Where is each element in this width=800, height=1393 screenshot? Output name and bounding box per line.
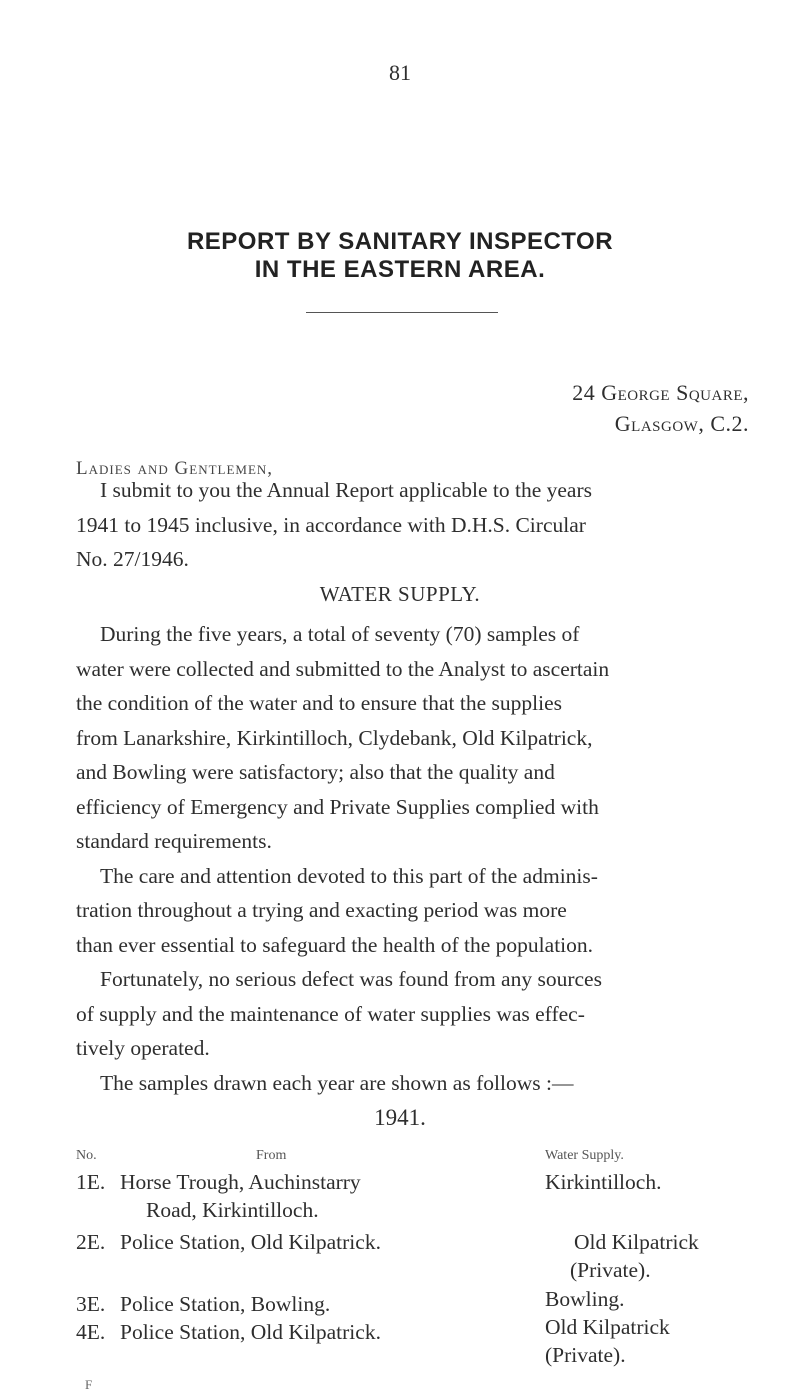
intro-line: No. 27/1946. — [76, 547, 189, 571]
intro-line: I submit to you the Annual Report applicable to the years — [100, 478, 593, 502]
report-title-line-2: IN THE EASTERN AREA. — [254, 256, 546, 283]
row-3-supply: Bowling. — [545, 1287, 625, 1311]
body-line: tration throughout a trying and exacting period was more — [76, 898, 567, 922]
report-title-line-1: REPORT BY SANITARY INSPECTOR — [186, 228, 614, 255]
address-line-2: Glasgow, C.2. — [614, 411, 749, 436]
body-line: During the five years, a total of seventy (70) samples of — [100, 622, 580, 646]
row-2-no: 2E. — [76, 1230, 106, 1254]
body-line: Fortunately, no serious defect was found from any sources — [100, 967, 602, 991]
body-line: efficiency of Emergency and Private Supplies complied with — [76, 794, 599, 819]
row-4-from: Police Station, Old Kilpatrick. — [120, 1320, 381, 1344]
year-heading: 1941. — [374, 1105, 426, 1130]
body-line: from Lanarkshire, Kirkintilloch, Clydebank, Old Kilpatrick, — [76, 725, 593, 750]
body-line: than ever essential to safeguard the health of the population. — [76, 932, 594, 957]
column-header-supply: Water Supply. — [545, 1148, 624, 1163]
row-4-no: 4E. — [76, 1320, 106, 1344]
body-line: and Bowling were satisfactory; also that the quality and — [76, 760, 555, 784]
row-2-from: Police Station, Old Kilpatrick. — [120, 1230, 381, 1254]
section-heading: WATER SUPPLY. — [319, 582, 481, 606]
row-1-no: 1E. — [76, 1170, 106, 1194]
row-3-no: 3E. — [76, 1292, 106, 1316]
intro-paragraph — [76, 473, 750, 577]
intro-line: 1941 to 1945 inclusive, in accordance with D.H.S. Circular — [76, 512, 586, 537]
row-1-from: Horse Trough, Auchinstarry Road, Kirkintilloch. — [120, 1170, 361, 1222]
body-line: water were collected and submitted to the Analyst to ascertain — [76, 656, 610, 681]
body-text — [76, 617, 750, 1100]
page-number: 81 — [389, 60, 411, 85]
column-header-no: No. — [76, 1148, 97, 1163]
body-line: The samples drawn each year are shown as follows :— — [100, 1070, 574, 1095]
body-line: standard requirements. — [76, 829, 272, 853]
row-4-supply: Old Kilpatrick (Private). — [545, 1315, 670, 1367]
body-line: tively operated. — [76, 1036, 210, 1060]
row-1-supply: Kirkintilloch. — [545, 1170, 662, 1194]
title-divider — [306, 312, 498, 313]
salutation: Ladies and Gentlemen, — [76, 458, 274, 479]
column-header-from: From — [256, 1148, 287, 1163]
row-2-supply: Old Kilpatrick (Private). — [570, 1230, 699, 1282]
address-line-1: 24 George Square, — [572, 380, 749, 405]
body-line: the condition of the water and to ensure that the supplies — [76, 691, 563, 715]
signature-mark: F — [85, 1377, 93, 1392]
body-line: The care and attention devoted to this part of the adminis- — [100, 863, 598, 888]
body-line: of supply and the maintenance of water supplies was effec- — [76, 1001, 585, 1026]
row-3-from: Police Station, Bowling. — [120, 1292, 331, 1316]
